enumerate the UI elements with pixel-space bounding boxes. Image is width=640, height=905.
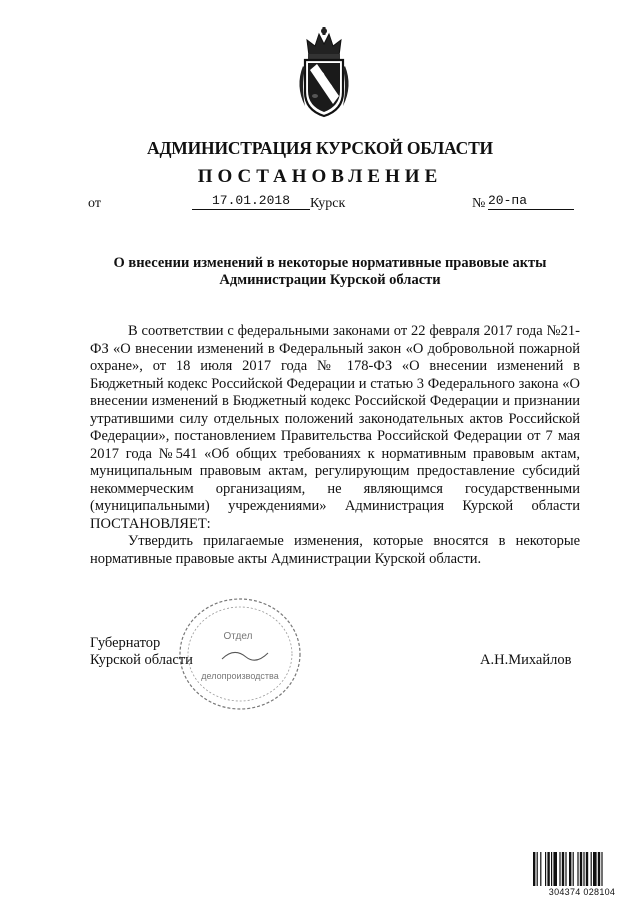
stamp-line-1: Отдел <box>223 631 253 642</box>
barcode-bar <box>569 852 571 886</box>
barcode-bar <box>553 852 557 886</box>
barcode-bar <box>545 852 546 886</box>
kursk-coat-of-arms-icon <box>293 26 355 118</box>
barcode-bar <box>591 852 592 886</box>
signatory-title <box>90 635 193 669</box>
barcode-bar <box>598 852 600 886</box>
barcode-icon <box>533 852 631 886</box>
barcode-bar <box>551 852 552 886</box>
barcode-bar <box>580 852 582 886</box>
barcode-bar <box>540 852 541 886</box>
subject-line-1: О внесении изменений в некоторые нормативные правовые акты <box>113 255 547 271</box>
barcode-bar <box>577 852 578 886</box>
date-field <box>88 193 290 212</box>
barcode-bar <box>565 852 566 886</box>
barcode-bar <box>547 852 549 886</box>
barcode-bar <box>537 852 538 886</box>
signatory-title-line-2: Курской области <box>90 652 193 668</box>
body-paragraph-2: Утвердить прилагаемые изменения, которые вносятся в некоторые нормативные правовые акты Администрации Курской области. <box>90 533 580 567</box>
barcode-bar <box>583 852 584 886</box>
barcode-bar <box>562 852 564 886</box>
number-label: № <box>472 196 486 211</box>
document-body <box>90 323 580 568</box>
barcode-number: 304374 028104 <box>548 887 616 897</box>
document-subject <box>80 255 580 289</box>
subject-line-2: Администрации Курской области <box>219 272 441 288</box>
barcode-bar <box>533 852 535 886</box>
document-type-title: ПОСТАНОВЛЕНИЕ <box>197 166 443 187</box>
stamp-line-2: делопроизводства <box>201 671 279 681</box>
barcode-bar <box>573 852 574 886</box>
body-paragraph-1: В соответствии с федеральными законами от 22 февраля 2017 года №21-ФЗ «О внесении изменений в Федеральный закон «О добровольной пожарной охране», от 18 июля 2017 года № 178-ФЗ «О внесении изменений в Бюджетный кодекс Российской Федерации и статью 3 Федерального закона «О внесении изменений в Бюджетный кодекс Российской Федерации и признании утратившими силу отдельных положений законодательных актов Российской Федерации», постановлением Правительства Российской Федерации от 7 мая 2017 года №541 «Об общих требованиях к нормативным правовым актам, муниципальным правовым актам, регулирующим предоставление субсидий некоммерческим организациям, не являющимся государственными (муниципальными) учреждениями» Администрация Курской области ПОСТАНОВЛЯЕТ: <box>90 323 580 532</box>
barcode-bar <box>593 852 597 886</box>
barcode-bar <box>586 852 588 886</box>
barcode-bar <box>559 852 560 886</box>
barcode <box>533 852 631 898</box>
organization-title: АДМИНИСТРАЦИЯ КУРСКОЙ ОБЛАСТИ <box>147 138 493 158</box>
barcode-bar <box>601 852 602 886</box>
date-label: от <box>88 196 101 211</box>
number-value: 20-па <box>488 193 574 210</box>
date-value: 17.01.2018 <box>192 193 310 210</box>
signatory-title-line-1: Губернатор <box>90 635 161 651</box>
official-round-stamp-icon <box>176 595 304 713</box>
city-name: Курск <box>310 196 346 211</box>
signatory-name: А.Н.Михайлов <box>480 652 572 668</box>
document-number-field <box>472 193 528 212</box>
